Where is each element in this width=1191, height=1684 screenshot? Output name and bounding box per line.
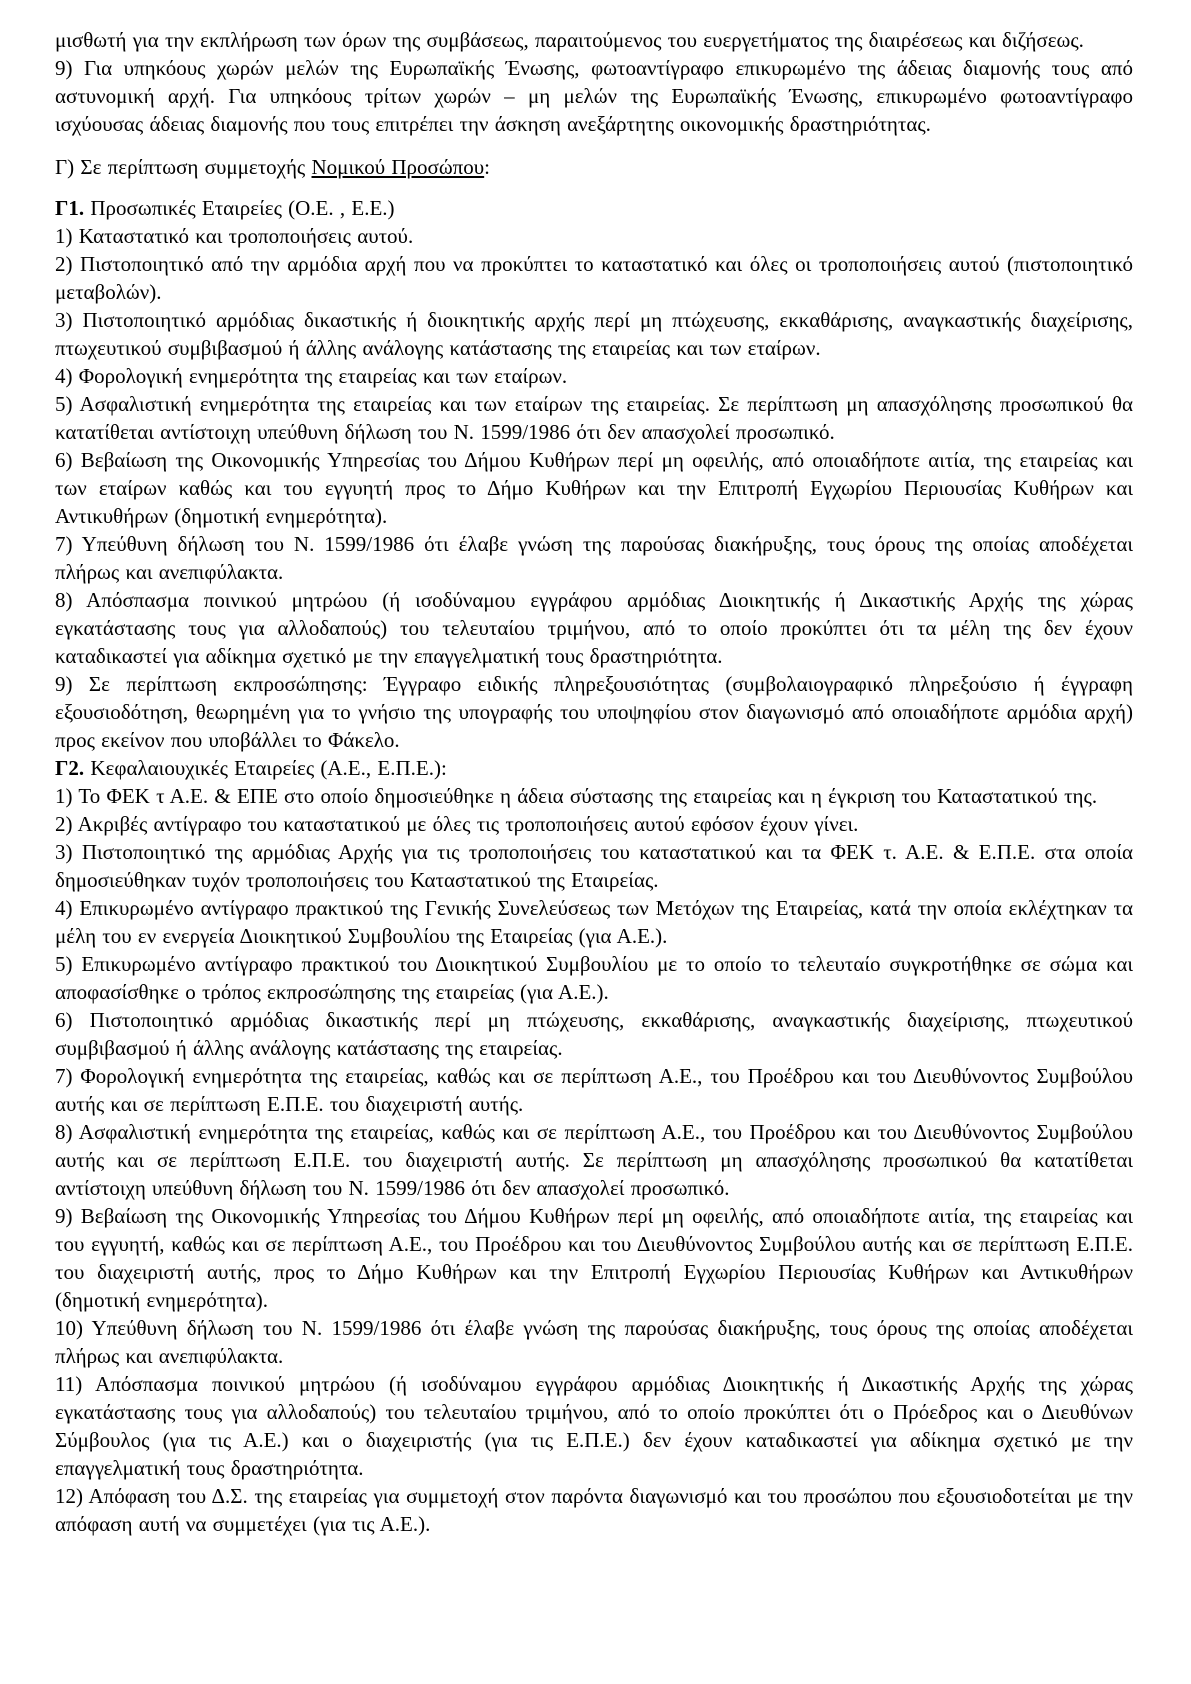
text-segment: 7) Φορολογική ενημερότητα της εταιρείας, καθώς και σε περίπτωση Α.Ε., του Προέδρου και του Διευθύνοντος Συμβούλου αυτής και σε περίπτωση Ε.Π.Ε. του διαχειριστή αυτής.	[55, 1064, 1133, 1116]
text-segment: 4) Φορολογική ενημερότητα της εταιρείας και των εταίρων.	[55, 364, 568, 388]
text-segment: 3) Πιστοποιητικό της αρμόδιας Αρχής για τις τροποποιήσεις του καταστατικού και τα ΦΕΚ τ. Α.Ε. & Ε.Π.Ε. στα οποία δημοσιεύθηκαν τυχόν τροποποιήσεις του Καταστατικού της Εταιρείας.	[55, 840, 1133, 892]
bold-label: Γ1.	[55, 196, 85, 220]
paragraph	[55, 222, 1133, 250]
document-body	[55, 26, 1133, 1538]
text-segment: 3) Πιστοποιητικό αρμόδιας δικαστικής ή διοικητικής αρχής περί μη πτώχευσης, εκκαθάρισης, αναγκαστικής διαχείρισης, πτωχευτικού συμβιβασμού ή άλλης ανάλογης κατάστασης της εταιρείας και των εταίρων.	[55, 308, 1133, 360]
paragraph	[55, 530, 1133, 586]
text-segment: 12) Απόφαση του Δ.Σ. της εταιρείας για συμμετοχή στον παρόντα διαγωνισμό και του προσώπου που εξουσιοδοτείται με την απόφαση αυτή να συμμετέχει (για τις Α.Ε.).	[55, 1484, 1133, 1536]
paragraph	[55, 306, 1133, 362]
paragraph	[55, 1482, 1133, 1538]
paragraph	[55, 390, 1133, 446]
paragraph	[55, 838, 1133, 894]
text-segment: 1) Το ΦΕΚ τ Α.Ε. & ΕΠΕ στο οποίο δημοσιεύθηκε η άδεια σύστασης της εταιρείας και η έγκριση του Καταστατικού της.	[55, 784, 1098, 808]
text-segment: 6) Βεβαίωση της Οικονομικής Υπηρεσίας του Δήμου Κυθήρων περί μη οφειλής, από οποιαδήποτε αιτία, της εταιρείας και των εταίρων καθώς και του εγγυητή προς το Δήμο Κυθήρων και την Επιτροπή Εγχωρίου Περιουσίας Κυθήρων και Αντικυθήρων (δημοτική ενημερότητα).	[55, 448, 1133, 528]
text-segment: 9) Για υπηκόους χωρών μελών της Ευρωπαϊκής Ένωσης, φωτοαντίγραφο επικυρωμένο της άδειας διαμονής τους από αστυνομική αρχή. Για υπηκόους τρίτων χωρών – μη μελών της Ευρωπαϊκής Ένωσης, επικυρωμένο φωτοαντίγραφο ισχύουσας άδειας διαμονής που τους επιτρέπει την άσκηση ανεξάρτητης οικονομικής δραστηριότητας.	[55, 56, 1133, 136]
paragraph	[55, 1202, 1133, 1314]
section-heading	[55, 153, 1133, 181]
paragraph	[55, 1006, 1133, 1062]
underlined-text: Νομικού Προσώπου	[311, 155, 485, 179]
text-segment: 2) Πιστοποιητικό από την αρμόδια αρχή που να προκύπτει το καταστατικό και όλες οι τροποποιήσεις αυτού (πιστοποιητικό μεταβολών).	[55, 252, 1133, 304]
text-segment: 10) Υπεύθυνη δήλωση του Ν. 1599/1986 ότι έλαβε γνώση της παρούσας διακήρυξης, τους όρους της οποίας αποδέχεται πλήρως και ανεπιφύλακτα.	[55, 1316, 1133, 1368]
paragraph	[55, 810, 1133, 838]
paragraph	[55, 446, 1133, 530]
paragraph	[55, 250, 1133, 306]
paragraph	[55, 586, 1133, 670]
text-segment: 6) Πιστοποιητικό αρμόδιας δικαστικής περί μη πτώχευσης, εκκαθάρισης, αναγκαστικής διαχείρισης, πτωχευτικού συμβιβασμού ή άλλης ανάλογης κατάστασης της εταιρείας.	[55, 1008, 1133, 1060]
paragraph	[55, 26, 1133, 54]
paragraph	[55, 1314, 1133, 1370]
paragraph	[55, 782, 1133, 810]
text-segment: 8) Ασφαλιστική ενημερότητα της εταιρείας, καθώς και σε περίπτωση Α.Ε., του Προέδρου και του Διευθύνοντος Συμβούλου αυτής και σε περίπτωση Ε.Π.Ε. του διαχειριστή αυτής. Σε περίπτωση μη απασχόλησης προσωπικού θα κατατίθεται αντίστοιχη υπεύθυνη δήλωση του Ν. 1599/1986 ότι δεν απασχολεί προσωπικό.	[55, 1120, 1133, 1200]
paragraph	[55, 362, 1133, 390]
text-segment: :	[484, 155, 490, 179]
paragraph	[55, 1062, 1133, 1118]
text-segment: 2) Ακριβές αντίγραφο του καταστατικού με όλες τις τροποποιήσεις αυτού εφόσον έχουν γίνει.	[55, 812, 859, 836]
text-segment: 5) Ασφαλιστική ενημερότητα της εταιρείας και των εταίρων της εταιρείας. Σε περίπτωση μη απασχόλησης προσωπικού θα κατατίθεται αντίστοιχη υπεύθυνη δήλωση του Ν. 1599/1986 ότι δεν απασχολεί προσωπικό.	[55, 392, 1133, 444]
text-segment: 8) Απόσπασμα ποινικού μητρώου (ή ισοδύναμου εγγράφου αρμόδιας Διοικητικής ή Δικαστικής Αρχής της χώρας εγκατάστασης τους για αλλοδαπούς) του τελευταίου τριμήνου, από το οποίο προκύπτει ότι τα μέλη της δεν έχουν καταδικαστεί για αδίκημα σχετικό με την επαγγελματική τους δραστηριότητα.	[55, 588, 1133, 668]
paragraph	[55, 1370, 1133, 1482]
text-segment: 7) Υπεύθυνη δήλωση του Ν. 1599/1986 ότι έλαβε γνώση της παρούσας διακήρυξης, τους όρους της οποίας αποδέχεται πλήρως και ανεπιφύλακτα.	[55, 532, 1133, 584]
text-segment: Προσωπικές Εταιρείες (Ο.Ε. , Ε.Ε.)	[84, 196, 395, 220]
paragraph	[55, 54, 1133, 138]
subsection-heading	[55, 194, 1133, 222]
paragraph	[55, 670, 1133, 754]
paragraph	[55, 950, 1133, 1006]
text-segment: μισθωτή για την εκπλήρωση των όρων της συμβάσεως, παραιτούμενος του ευεργετήματος της διαιρέσεως και διζήσεως.	[55, 28, 1084, 52]
paragraph	[55, 894, 1133, 950]
paragraph	[55, 1118, 1133, 1202]
text-segment: Γ) Σε περίπτωση συμμετοχής	[55, 155, 312, 179]
bold-label: Γ2.	[55, 756, 85, 780]
text-segment: 4) Επικυρωμένο αντίγραφο πρακτικού της Γενικής Συνελεύσεως των Μετόχων της Εταιρείας, κατά την οποία εκλέχτηκαν τα μέλη του εν ενεργεία Διοικητικού Συμβουλίου της Εταιρείας (για Α.Ε.).	[55, 896, 1133, 948]
text-segment: 5) Επικυρωμένο αντίγραφο πρακτικού του Διοικητικού Συμβουλίου με το οποίο το τελευταίο συγκροτήθηκε σε σώμα και αποφασίσθηκε ο τρόπος εκπροσώπησης της εταιρείας (για Α.Ε.).	[55, 952, 1133, 1004]
text-segment: 1) Καταστατικό και τροποποιήσεις αυτού.	[55, 224, 414, 248]
text-segment: Κεφαλαιουχικές Εταιρείες (Α.Ε., Ε.Π.Ε.):	[84, 756, 447, 780]
text-segment: 9) Βεβαίωση της Οικονομικής Υπηρεσίας του Δήμου Κυθήρων περί μη οφειλής, από οποιαδήποτε αιτία, της εταιρείας και του εγγυητή, καθώς και σε περίπτωση Α.Ε., του Προέδρου και του Διευθύνοντος Συμβούλου αυτής και σε περίπτωση Ε.Π.Ε. του διαχειριστή αυτής, προς το Δήμο Κυθήρων και την Επιτροπή Εγχωρίου Περιουσίας Κυθήρων και Αντικυθήρων (δημοτική ενημερότητα).	[55, 1204, 1133, 1312]
text-segment: 9) Σε περίπτωση εκπροσώπησης: Έγγραφο ειδικής πληρεξουσιότητας (συμβολαιογραφικό πληρεξούσιο ή έγγραφη εξουσιοδότηση, θεωρημένη για το γνήσιο της υπογραφής του υποψηφίου στον διαγωνισμό από οποιαδήποτε αρμόδια αρχή) προς εκείνον που υποβάλλει το Φάκελο.	[55, 672, 1133, 752]
text-segment: 11) Απόσπασμα ποινικού μητρώου (ή ισοδύναμου εγγράφου αρμόδιας Διοικητικής ή Δικαστικής Αρχής της χώρας εγκατάστασης τους για αλλοδαπούς) του τελευταίου τριμήνου, από το οποίο προκύπτει ότι ο Πρόεδρος και ο Διευθύνων Σύμβουλος (για τις Α.Ε.) και ο διαχειριστής (για τις Ε.Π.Ε.) δεν έχουν καταδικαστεί για αδίκημα σχετικό με την επαγγελματική τους δραστηριότητα.	[55, 1372, 1133, 1480]
subsection-heading	[55, 754, 1133, 782]
